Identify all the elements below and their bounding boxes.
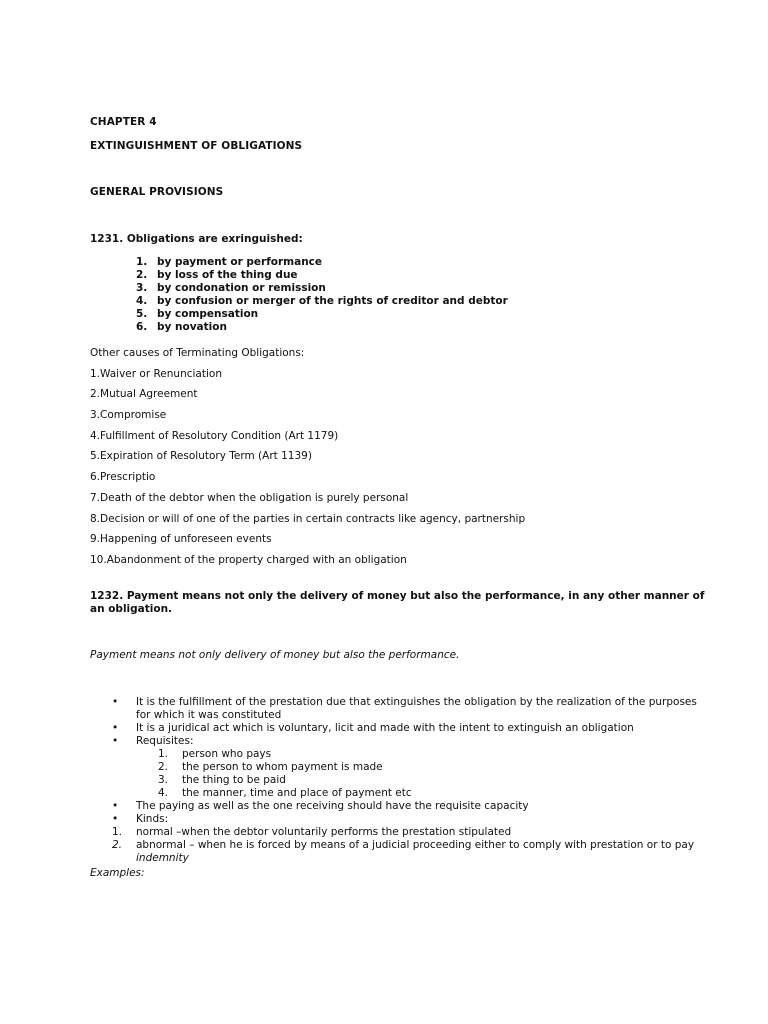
list-item bbox=[112, 813, 712, 826]
requisite-number: 3. bbox=[158, 774, 169, 786]
kind-number: 1. bbox=[112, 826, 123, 838]
kind-text-continued: indemnity bbox=[136, 852, 189, 864]
payment-note: Payment means not only delivery of money but also the performance. bbox=[90, 649, 460, 661]
kind-text: abnormal – when he is forced by means of a judicial proceeding either to comply with prestation or to pay bbox=[136, 839, 695, 851]
requisite-text: the thing to be paid bbox=[182, 774, 286, 786]
requisite-item bbox=[112, 761, 712, 774]
kind-number: 2. bbox=[112, 839, 123, 851]
requisite-item bbox=[112, 748, 712, 761]
article-1232-heading-line1: 1232. Payment means not only the delivery of money but also the performance, in any other manner of bbox=[90, 590, 705, 602]
bullet-text: for which it was constituted bbox=[136, 709, 282, 721]
bullet-marker: • bbox=[112, 813, 119, 825]
section-heading: GENERAL PROVISIONS bbox=[90, 186, 224, 198]
requisite-number: 2. bbox=[158, 761, 169, 773]
requisite-item bbox=[112, 787, 712, 800]
bullet-text: It is the fulfillment of the prestation due that extinguishes the obligation by the realization of the purposes bbox=[136, 696, 697, 708]
kind-item-normal bbox=[112, 826, 712, 839]
requisite-number: 1. bbox=[158, 748, 169, 760]
list-item: 2. by loss of the thing due bbox=[136, 269, 298, 281]
bullet-text: Requisites: bbox=[136, 735, 194, 747]
examples-label: Examples: bbox=[90, 867, 145, 879]
other-causes-heading: Other causes of Terminating Obligations: bbox=[90, 347, 305, 359]
requisite-text: the person to whom payment is made bbox=[182, 761, 383, 773]
list-item: 5. by compensation bbox=[136, 308, 259, 320]
list-item: 7.Death of the debtor when the obligation is purely personal bbox=[90, 492, 409, 504]
payment-bullet-list bbox=[112, 696, 712, 865]
list-item: 4. by confusion or merger of the rights of creditor and debtor bbox=[136, 295, 508, 307]
list-item bbox=[112, 735, 712, 748]
bullet-marker: • bbox=[112, 800, 119, 812]
requisite-text: the manner, time and place of payment etc bbox=[182, 787, 412, 799]
list-item: 1.Waiver or Renunciation bbox=[90, 368, 222, 380]
list-item: 6. by novation bbox=[136, 321, 227, 333]
requisite-text: person who pays bbox=[182, 748, 272, 760]
chapter-title: EXTINGUISHMENT OF OBLIGATIONS bbox=[90, 140, 303, 152]
list-item: 2.Mutual Agreement bbox=[90, 388, 198, 400]
bullet-text: Kinds: bbox=[136, 813, 169, 825]
list-item bbox=[112, 722, 712, 735]
requisite-number: 4. bbox=[158, 787, 169, 799]
list-item: 9.Happening of unforeseen events bbox=[90, 533, 272, 545]
list-item: 1. by payment or performance bbox=[136, 256, 323, 268]
requisite-item bbox=[112, 774, 712, 787]
list-item: 3. by condonation or remission bbox=[136, 282, 326, 294]
chapter-label: CHAPTER 4 bbox=[90, 116, 157, 128]
bullet-marker: • bbox=[112, 735, 119, 747]
kind-text: normal –when the debtor voluntarily performs the prestation stipulated bbox=[136, 826, 512, 838]
article-1231-heading: 1231. Obligations are exringuished: bbox=[90, 233, 303, 245]
kind-item-abnormal bbox=[112, 839, 712, 865]
bullet-marker: • bbox=[112, 722, 119, 734]
list-item: 6.Prescriptio bbox=[90, 471, 156, 483]
extinguishment-modes-list bbox=[136, 256, 508, 334]
list-item: 3.Compromise bbox=[90, 409, 167, 421]
bullet-text: The paying as well as the one receiving should have the requisite capacity bbox=[136, 800, 529, 812]
list-item bbox=[112, 696, 712, 722]
list-item: 8.Decision or will of one of the parties in certain contracts like agency, partnership bbox=[90, 513, 526, 525]
article-1232-heading-line2: an obligation. bbox=[90, 603, 173, 615]
list-item bbox=[112, 800, 712, 813]
bullet-text: It is a juridical act which is voluntary, licit and made with the intent to extinguish an obligation bbox=[136, 722, 634, 734]
list-item: 10.Abandonment of the property charged with an obligation bbox=[90, 554, 407, 566]
list-item: 4.Fulfillment of Resolutory Condition (Art 1179) bbox=[90, 430, 339, 442]
bullet-marker: • bbox=[112, 696, 119, 708]
list-item: 5.Expiration of Resolutory Term (Art 1139) bbox=[90, 450, 312, 462]
